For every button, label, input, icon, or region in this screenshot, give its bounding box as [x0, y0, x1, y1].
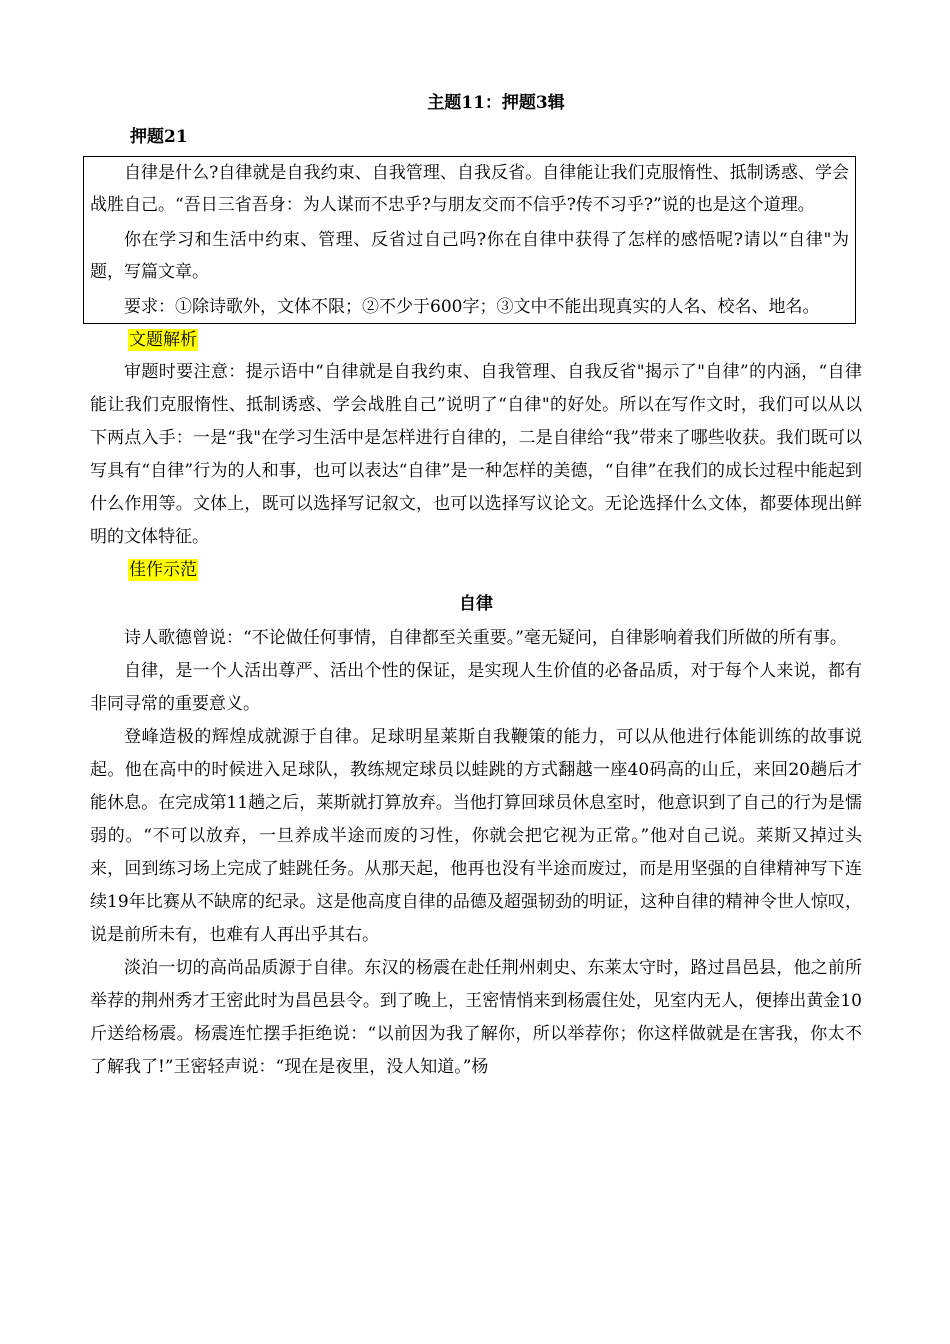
analysis-paragraph: 审题时要注意：提示语中“自律就是自我约束、自我管理、自我反省"揭示了"自律”的内涵，“自律能让我们克服惰性、抵制诱惑、学会战胜自己”说明了“自律"的好处。所以在写作文时，我们可以从以下两点入手：一是“我"在学习生活中是怎样进行自律的，二是自律给“我”带来了哪些收获。我们既可以写具有“自律”行为的人和事，也可以表达“自律”是一种怎样的美德，“自律”在我们的成长过程中能起到什么作用等。文体上，既可以选择写记叙文，也可以选择写议论文。无论选择什么文体，都要体现出鲜明的文体特征。 [90, 362, 862, 547]
essay-paragraph: 自律，是一个人活出尊严、活出个性的保证，是实现人生价值的必备品质，对于每个人来说，都有非同寻常的重要意义。 [90, 661, 862, 714]
essay-paragraph: 登峰造极的辉煌成就源于自律。足球明星莱斯自我鞭策的能力，可以从他进行体能训练的故事说起。他在高中的时候进入足球队，教练规定球员以蛙跳的方式翻越一座40码高的山丘，来回20趟后才能休息。在完成第11趟之后，莱斯就打算放弃。当他打算回球员休息室时，他意识到了自己的行为是懦弱的。“不可以放弃，一旦养成半途而废的习性，你就会把它视为正常。”他对自己说。莱斯又掉过头来，回到练习场上完成了蛙跳任务。从那天起，他再也没有半途而废过，而是用坚强的自律精神写下连续19年比赛从不缺席的纪录。这是他高度自律的品德及超强韧劲的明证，这种自律的精神令世人惊叹，说是前所未有，也难有人再出乎其右。 [90, 727, 862, 945]
analysis-heading [90, 324, 862, 356]
sample-label: 佳作示范 [129, 560, 197, 580]
prompt-paragraph: 自律是什么?自律就是自我约束、自我管理、自我反省。自律能让我们克服惰性、抵制诱惑、学会战胜自己。“吾日三省吾身：为人谋而不忠乎?与朋友交而不信乎?传不习乎?”说的也是这个道理。 [90, 163, 849, 215]
prompt-box [83, 156, 856, 324]
sample-heading [90, 554, 862, 586]
requirements-paragraph: 要求：①除诗歌外，文体不限；②不少于600字；③文中不能出现真实的人名、校名、地名。 [124, 297, 820, 317]
essay-title: 自律 [459, 594, 493, 614]
analysis-label: 文题解析 [129, 330, 197, 350]
essay-paragraph: 诗人歌德曾说：“不论做任何事情，自律都至关重要。”毫无疑问，自律影响着我们所做的所有事。 [124, 628, 847, 648]
document-page [90, 86, 862, 1084]
section-subtitle: 押题21 [130, 127, 188, 147]
page-title: 主题11：押题3辑 [427, 93, 565, 113]
prompt-paragraph: 你在学习和生活中约束、管理、反省过自己吗?你在自律中获得了怎样的感悟呢?请以“自律"为题，写篇文章。 [90, 230, 849, 282]
essay-paragraph: 淡泊一切的高尚品质源于自律。东汉的杨震在赴任荆州刺史、东莱太守时，路过昌邑县，他之前所举荐的荆州秀才王密此时为昌邑县令。到了晚上，王密情悄来到杨震住处，见室内无人，便捧出黄金10斤送给杨震。杨震连忙摆手拒绝说：“以前因为我了解你，所以举荐你；你这样做就是在害我，你太不了解我了!”王密轻声说：“现在是夜里，没人知道。”杨 [90, 958, 862, 1077]
